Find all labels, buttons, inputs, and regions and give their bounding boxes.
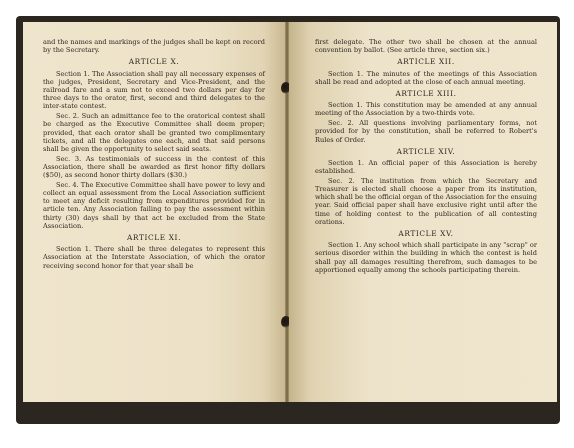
article-xiv-heading: ARTICLE XIV.	[396, 146, 456, 156]
article-xii-heading: ARTICLE XII.	[397, 57, 455, 67]
article-xiii-heading: ARTICLE XIII.	[395, 89, 457, 99]
left-page-intro: and the names and markings of the judges shall be kept on record by the Secretary.	[43, 38, 265, 55]
article-xiv-section-1: Section 1. An official paper of this Association is hereby established.	[315, 158, 537, 176]
right-page	[289, 22, 557, 402]
article-x-section-2: Sec. 2. Such an admittance fee to the oratorical contest shall be charged as the Executive Committee shall deem proper; provided, that each orator shall be granted two complimentary tickets, and all the delegates one each, and that said persons shall be given the opportunity to select said seats.	[43, 112, 265, 153]
article-x-section-3: Sec. 3. As testimonials of success in the contest of this Association, there shall be awarded as first honor fifty dollars ($50), as second honor thirty dollars ($30.)	[43, 154, 265, 180]
article-xiii-section-1: Section 1. This constitution may be amended at any annual meeting of the Association by a two-thirds vote.	[315, 101, 537, 118]
right-page-intro: first delegate. The other two shall be chosen at the annual convention by ballot. (See article three, section six.)	[315, 38, 537, 55]
article-xi-heading: ARTICLE XI.	[126, 232, 182, 242]
article-xii-section-1: Section 1. The minutes of the meetings of this Association shall be read and adopted at the close of each annual meeting.	[315, 69, 537, 86]
article-x-section-4: Sec. 4. The Executive Committee shall have power to levy and collect an equal assessment from the Local Association sufficient to meet any deficit resulting from expenditures provided for in article ten. Any Association failing to pay the assessment within thirty (30) days shall by that act be excluded from the State Association.	[43, 180, 265, 230]
article-xv-section-1: Section 1. Any school which shall participate in any "scrap" or serious disorder within the building in which the contest is held shall pay all damages resulting therefrom, such damages to be apportioned equally among the schools participating therein.	[315, 241, 537, 274]
left-page	[23, 22, 285, 402]
article-x-heading: ARTICLE X.	[128, 57, 180, 67]
article-x-section-1: Section 1. The Association shall pay all necessary expenses of the judges, President, Secretary and Vice-President, and the railroad fare and a sum not to exceed two dollars per day for three days to the orator, first, second and third delegates to the inter-state contest.	[43, 69, 265, 111]
article-xi-section-1: Section 1. There shall be three delegates to represent this Association at the Interstate Association, of which the orator receiving second honor for that year shall be	[43, 245, 265, 270]
article-xv-heading: ARTICLE XV.	[398, 229, 454, 239]
article-xiv-section-2: Sec. 2. The institution from which the Secretary and Treasurer is elected shall choose a paper from its institution, which shall be the official organ of the Association for the ensuing year. Said official paper shall have exclusive right until after the time of holding contest to the publication of all contesting orations.	[315, 176, 537, 226]
article-xiii-section-2: Sec. 2. All questions involving parliamentary forms, not provided for by the constitution, shall be referred to Robert's Rules of Order.	[315, 119, 537, 144]
